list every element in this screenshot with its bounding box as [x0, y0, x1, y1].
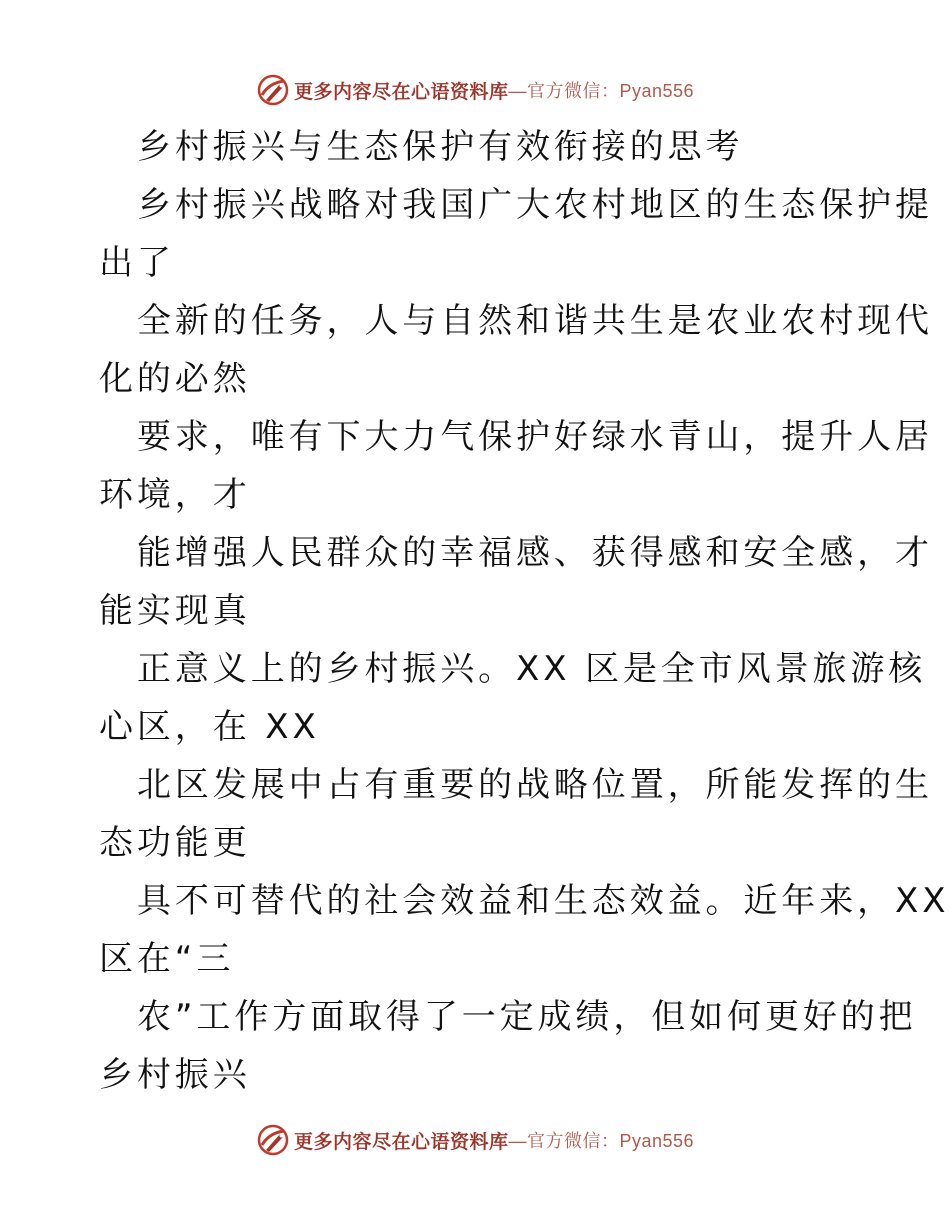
text-line: 具不可替代的社会效益和生态效益。近年来，XX — [137, 881, 950, 921]
text-line: 正意义上的乡村振兴。XX 区是全市风景旅游核 — [137, 649, 927, 689]
text-line: 出了 — [99, 243, 175, 283]
text-line: 全新的任务，人与自然和谐共生是农业农村现代 — [137, 301, 933, 341]
text-line: 要求，唯有下大力气保护好绿水青山，提升人居 — [137, 417, 933, 457]
text-line: 能实现真 — [99, 591, 251, 631]
banner-brand-text: 更多内容尽在心语资料库 — [293, 80, 509, 103]
text-line: 化的必然 — [99, 359, 251, 399]
header-banner — [0, 70, 950, 110]
banner-brand-text: 更多内容尽在心语资料库 — [293, 1130, 509, 1153]
document-title: 乡村振兴与生态保护有效衔接的思考 — [137, 127, 744, 167]
banner-contact-text: —官方微信：Pyan556 — [508, 81, 695, 101]
text-line: 乡村振兴战略对我国广大农村地区的生态保护提 — [137, 185, 933, 225]
text-line: 农”工作方面取得了一定成绩，但如何更好的把 — [137, 997, 917, 1037]
banner-contact-text: —官方微信：Pyan556 — [508, 1131, 695, 1151]
red-pen-swirl-logo-icon — [256, 1123, 290, 1157]
footer-banner — [0, 1120, 950, 1160]
text-line: 能增强人民群众的幸福感、获得感和安全感，才 — [137, 533, 933, 573]
text-line: 区在“三 — [99, 939, 235, 979]
text-line: 乡村振兴 — [99, 1055, 251, 1095]
red-pen-swirl-logo-icon — [256, 73, 290, 107]
text-line: 态功能更 — [99, 823, 251, 863]
text-line: 环境，才 — [99, 475, 251, 515]
text-line: 北区发展中占有重要的战略位置，所能发挥的生 — [137, 765, 933, 805]
text-line: 心区，在 XX — [99, 707, 320, 747]
